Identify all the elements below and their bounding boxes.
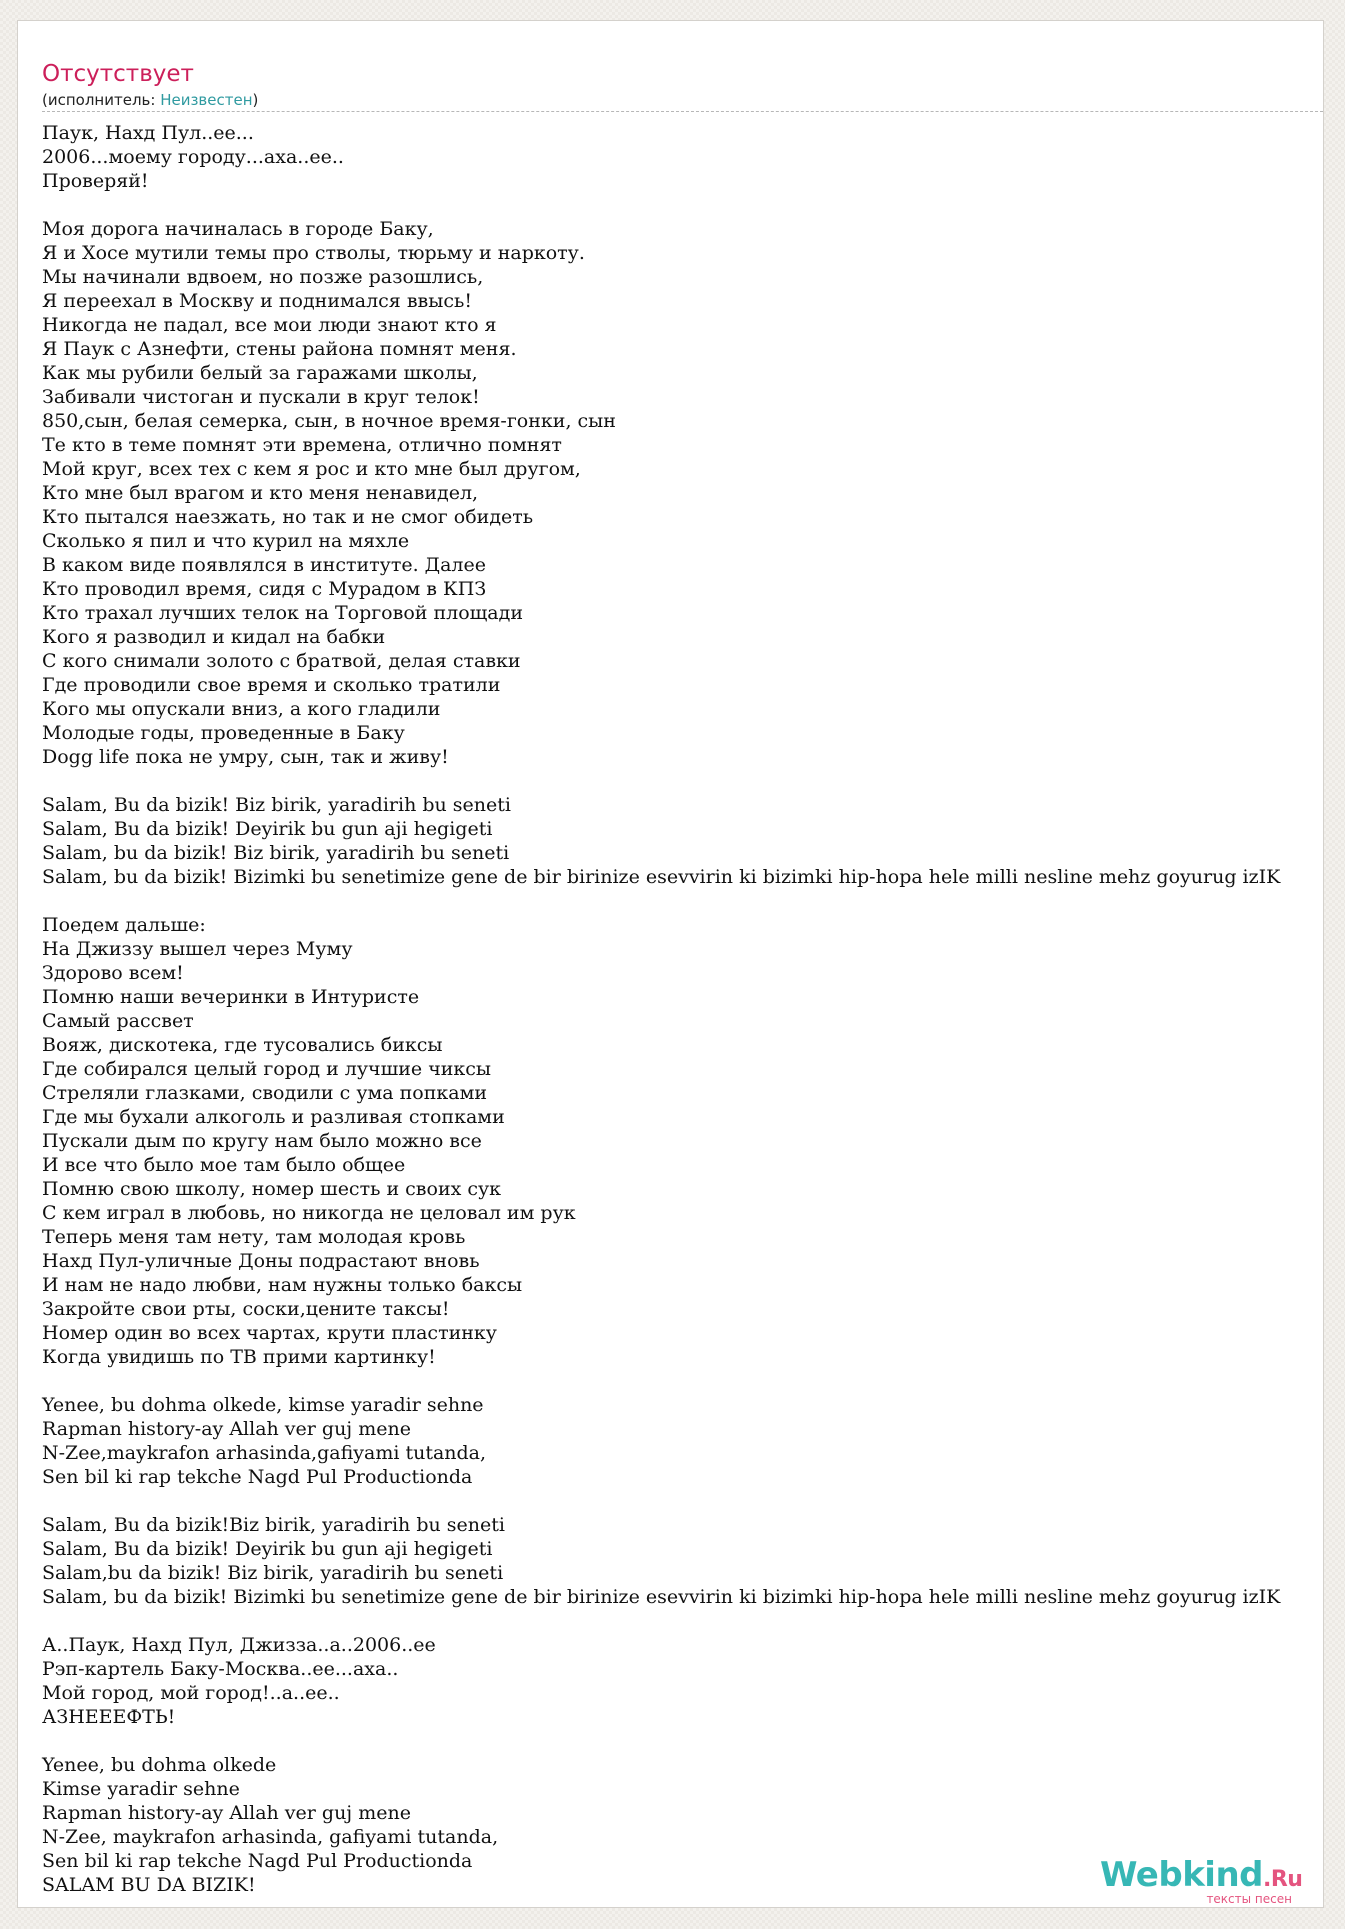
- lyric-line: Никогда не падал, все мои люди знают кто я: [42, 314, 497, 336]
- lyric-line: В каком виде появлялся в институте. Далее: [42, 554, 486, 576]
- lyric-line: Кого мы опускали вниз, а кого гладили: [42, 698, 441, 720]
- lyric-line: Sen bil ki rap tekche Nagd Pul Productionda: [42, 1850, 473, 1872]
- lyric-line: [42, 1489, 1324, 1513]
- lyric-line: Помню свою школу, номер шесть и своих сук: [42, 1178, 502, 1200]
- lyric-line: Молодые годы, проведенные в Баку: [42, 722, 405, 744]
- site-logo[interactable]: [1100, 1855, 1303, 1906]
- lyric-line: Salam, Bu da bizik!Biz birik, yaradirih bu seneti: [42, 1514, 505, 1536]
- lyric-line: Мой город, мой город!..а..ее..: [42, 1682, 340, 1704]
- lyric-line: [42, 889, 1324, 913]
- logo-wordmark: [1100, 1855, 1303, 1895]
- lyric-line: Где собирался целый город и лучшие чиксы: [42, 1058, 492, 1080]
- lyric-line: Нахд Пул-уличные Доны подрастают вновь: [42, 1250, 480, 1272]
- artist-suffix: ): [252, 91, 259, 109]
- lyric-line: Поедем дальше:: [42, 914, 206, 936]
- lyric-line: Моя дорога начиналась в городе Баку,: [42, 218, 434, 240]
- song-header: [42, 41, 1323, 112]
- lyric-line: Кого я разводил и кидал на бабки: [42, 626, 386, 648]
- logo-suffix: .Ru: [1263, 1867, 1303, 1892]
- lyric-line: Здорово всем!: [42, 962, 184, 984]
- lyric-line: Кто пытался наезжать, но так и не смог обидеть: [42, 506, 534, 528]
- lyric-line: Стреляли глазками, сводили с ума попками: [42, 1082, 488, 1104]
- lyric-line: Кто проводил время, сидя с Мурадом в КПЗ: [42, 578, 487, 600]
- lyric-line: Кто трахал лучших телок на Торговой площади: [42, 602, 523, 624]
- lyric-line: На Джиззу вышел через Муму: [42, 938, 353, 960]
- lyric-line: 2006...моему городу...аха..ее..: [42, 146, 344, 168]
- lyric-line: [42, 769, 1324, 793]
- lyric-line: Где проводили свое время и сколько тратили: [42, 674, 501, 696]
- lyric-line: Самый рассвет: [42, 1010, 194, 1032]
- lyric-line: Где мы бухали алкоголь и разливая стопками: [42, 1106, 505, 1128]
- lyric-line: Salam, Bu da bizik! Deyirik bu gun aji hegigeti: [42, 818, 493, 840]
- lyric-line: Как мы рубили белый за гаражами школы,: [42, 362, 478, 384]
- lyric-line: Кто мне был врагом и кто меня ненавидел,: [42, 482, 479, 504]
- artist-line: [42, 93, 258, 108]
- logo-name: Webkind: [1100, 1855, 1263, 1895]
- lyric-line: Yenee, bu dohma olkede, kimse yaradir sehne: [42, 1394, 484, 1416]
- lyric-line: Рэп-картель Баку-Москва..ее...аха..: [42, 1658, 399, 1680]
- lyric-line: Номер один во всех чартах, крути пластинку: [42, 1322, 497, 1344]
- lyric-line: Sen bil ki rap tekche Nagd Pul Productionda: [42, 1466, 473, 1488]
- lyric-line: Я и Хосе мутили темы про стволы, тюрьму и наркоту.: [42, 242, 585, 264]
- artist-link[interactable]: Неизвестен: [160, 91, 253, 109]
- lyric-line: Salam,bu da bizik! Biz birik, yaradirih bu seneti: [42, 1562, 504, 1584]
- lyric-line: АЗНЕЕЕФТЬ!: [42, 1706, 176, 1728]
- lyric-line: И все что было мое там было общее: [42, 1154, 406, 1176]
- lyric-line: Rapman history-ay Allah ver guj mene: [42, 1802, 411, 1824]
- lyric-line: N-Zee, maykrafon arhasinda, gafiyami tutanda,: [42, 1826, 499, 1848]
- lyric-line: Kimse yaradir sehne: [42, 1778, 240, 1800]
- lyric-line: Проверяй!: [42, 170, 149, 192]
- lyric-line: Сколько я пил и что курил на мяхле: [42, 530, 410, 552]
- lyrics-text: [42, 121, 1324, 1897]
- lyric-line: Yenee, bu dohma olkede: [42, 1754, 277, 1776]
- lyric-line: И нам не надо любви, нам нужны только баксы: [42, 1274, 523, 1296]
- lyric-line: Закройте свои рты, соски,цените таксы!: [42, 1298, 450, 1320]
- lyric-line: Помню наши вечеринки в Интуристе: [42, 986, 420, 1008]
- lyric-line: Salam, Bu da bizik! Deyirik bu gun aji hegigeti: [42, 1538, 493, 1560]
- lyric-line: Rapman history-ay Allah ver guj mene: [42, 1418, 411, 1440]
- lyric-line: Забивали чистоган и пускали в круг телок!: [42, 386, 480, 408]
- lyric-line: Паук, Нахд Пул..ее...: [42, 122, 254, 144]
- lyric-line: Когда увидишь по ТВ прими картинку!: [42, 1346, 436, 1368]
- lyric-line: [42, 1369, 1324, 1393]
- lyric-line: Salam, Bu da bizik! Biz birik, yaradirih bu seneti: [42, 794, 511, 816]
- artist-prefix: (исполнитель:: [42, 91, 161, 109]
- lyric-line: Пускали дым по кругу нам было можно все: [42, 1130, 482, 1152]
- song-card: [17, 20, 1324, 1908]
- lyric-line: С кем играл в любовь, но никогда не целовал им рук: [42, 1202, 576, 1224]
- lyric-line: Salam, bu da bizik! Bizimki bu senetimize gene de bir birinize esevvirin ki bizimki hip-hopa hele milli nesline mehz goyurug izIK: [42, 866, 1281, 888]
- lyric-line: Я переехал в Москву и поднимался ввысь!: [42, 290, 472, 312]
- lyric-line: [42, 1729, 1324, 1753]
- lyric-line: Мы начинали вдвоем, но позже разошлись,: [42, 266, 484, 288]
- lyric-line: Вояж, дискотека, где тусовались биксы: [42, 1034, 443, 1056]
- song-title: Отсутствует: [42, 61, 194, 87]
- lyric-line: SALAM BU DA BIZIK!: [42, 1874, 256, 1896]
- lyric-line: Теперь меня там нету, там молодая кровь: [42, 1226, 466, 1248]
- lyric-line: [42, 1609, 1324, 1633]
- lyric-line: А..Паук, Нахд Пул, Джизза..а..2006..ее: [42, 1634, 436, 1656]
- lyric-line: Мой круг, всех тех с кем я рос и кто мне был другом,: [42, 458, 581, 480]
- lyric-line: Salam, bu da bizik! Bizimki bu senetimize gene de bir birinize esevvirin ki bizimki hip-hopa hele milli nesline mehz goyurug izIK: [42, 1586, 1281, 1608]
- lyric-line: Dogg life пока не умру, сын, так и живу!: [42, 746, 449, 768]
- lyric-line: Я Паук с Азнефти, стены района помнят меня.: [42, 338, 517, 360]
- lyric-line: N-Zee,maykrafon arhasinda,gafiyami tutanda,: [42, 1442, 487, 1464]
- lyric-line: Salam, bu da bizik! Biz birik, yaradirih bu seneti: [42, 842, 510, 864]
- logo-tagline: тексты песен: [1206, 1892, 1292, 1906]
- lyric-line: Те кто в теме помнят эти времена, отлично помнят: [42, 434, 562, 456]
- lyric-line: С кого снимали золото с братвой, делая ставки: [42, 650, 521, 672]
- lyric-line: 850,сын, белая семерка, сын, в ночное время-гонки, сын: [42, 410, 616, 432]
- lyric-line: [42, 193, 1324, 217]
